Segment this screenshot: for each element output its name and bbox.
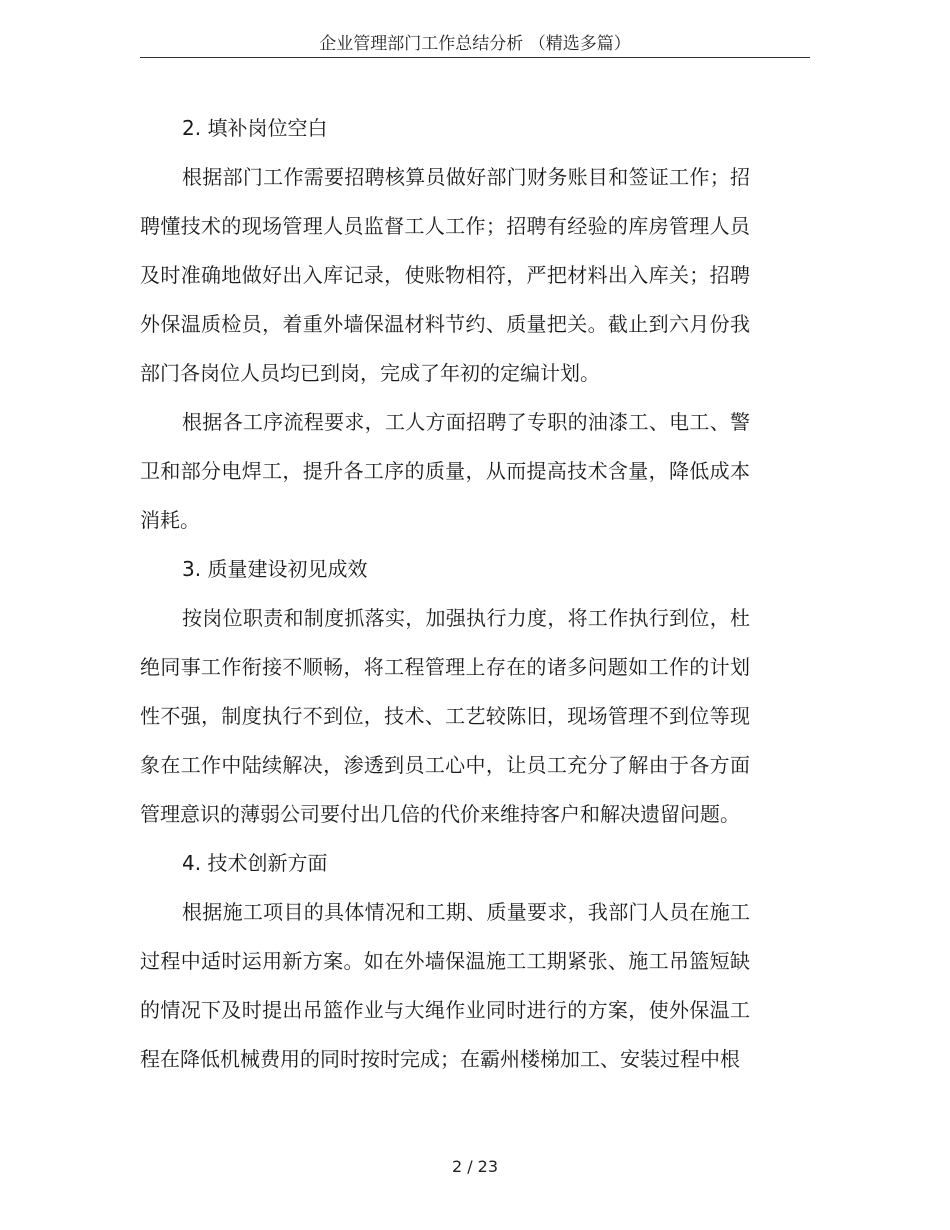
page-footer (0, 1156, 950, 1178)
paragraph: 根据施工项目的具体情况和工期、质量要求，我部门人员在施工过程中适时运用新方案。如在外墙保温施工工期紧张、施工吊篮短缺的情况下及时提出吊篮作业与大绳作业同时进行的方案，使外保温工程在降低机械费用的同时按时完成；在霸州楼梯加工、安装过程中根 (140, 900, 750, 1071)
paragraph: 根据部门工作需要招聘核算员做好部门财务账目和签证工作；招聘懂技术的现场管理人员监督工人工作；招聘有经验的库房管理人员及时准确地做好出入库记录，使账物相符，严把材料出入库关；招聘外保温质检员，着重外墙保温材料节约、质量把关。截止到六月份我部门各岗位人员均已到岗，完成了年初的定编计划。 (140, 165, 750, 385)
section-heading-2: 2. 填补岗位空白 (182, 116, 328, 140)
paragraph: 根据各工序流程要求，工人方面招聘了专职的油漆工、电工、警卫和部分电焊工，提升各工序的质量，从而提高技术含量，降低成本消耗。 (140, 410, 750, 532)
page-header (140, 33, 810, 58)
paragraph: 按岗位职责和制度抓落实，加强执行力度，将工作执行到位，杜绝同事工作衔接不顺畅，将工程管理上存在的诸多问题如工作的计划性不强，制度执行不到位，技术、工艺较陈旧，现场管理不到位等现象在工作中陆续解决，渗透到员工心中，让员工充分了解由于各方面管理意识的薄弱公司要付出几倍的代价来维持客户和解决遗留问题。 (140, 606, 750, 826)
section-heading-4: 4. 技术创新方面 (182, 851, 328, 875)
document-title: 企业管理部门工作总结分析 （精选多篇） (319, 34, 631, 54)
page-number: 2 / 23 (451, 1157, 499, 1176)
document-body (140, 104, 750, 1084)
section-heading-3: 3. 质量建设初见成效 (182, 557, 368, 581)
